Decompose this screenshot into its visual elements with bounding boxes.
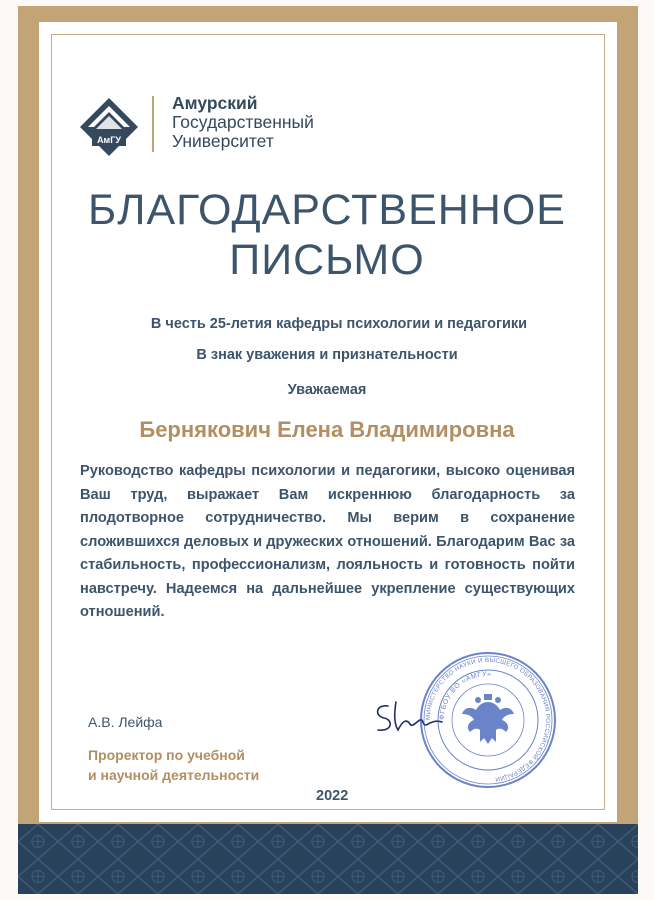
seal-inner-text: ФГБОУ ВО «АМГУ» <box>438 670 492 721</box>
occasion-line: В честь 25-летия кафедры психологии и педагогики <box>150 316 528 332</box>
university-name-line3: Университет <box>172 131 274 151</box>
university-name-line2: Государственный <box>172 112 314 132</box>
letter-body: Руководство кафедры психологии и педагогики, высоко оценивая Ваш труд, выражает Вам искреннюю благодарность за плодотворное сотрудничество. Мы верим в сохранение сложившихся деловых и дружеских отношений. Благодарим Вас за стабильность, профессионализм, лояльность и готовность пойти навстречу. Надеемся на дальнейшее укрепление существующих отношений. <box>80 463 575 620</box>
signatory-role <box>88 745 308 785</box>
recipient-name: Бернякович Елена Владимировна <box>139 417 515 442</box>
letter-title-line2: ПИСЬМО <box>229 236 425 284</box>
amgu-logo-icon <box>78 96 140 158</box>
signatory-name: А.В. Лейфа <box>88 714 163 730</box>
university-name <box>172 94 314 151</box>
eagle-emblem-icon <box>462 694 514 744</box>
letter-year: 2022 <box>316 788 349 804</box>
university-name-line1: Амурский <box>172 93 258 113</box>
signatory-role-line2: и научной деятельности <box>88 767 260 783</box>
logo-text: АмГУ <box>97 135 121 145</box>
letter-title-line1: БЛАГОДАРСТВЕННОЕ <box>88 186 566 234</box>
logo-divider <box>152 96 154 152</box>
signatory-role-line1: Проректор по учебной <box>88 747 245 763</box>
ornament-pattern <box>18 824 638 894</box>
salutation: Уважаемая <box>287 382 367 398</box>
ornament-band <box>18 824 638 894</box>
tribute-line: В знак уважения и признательности <box>196 347 458 363</box>
official-seal-icon <box>418 650 558 790</box>
seal-outer-text: МИНИСТЕРСТВО НАУКИ И ВЫСШЕГО ОБРАЗОВАНИЯ РОССИЙСКОЙ ФЕДЕРАЦИИ <box>424 656 552 783</box>
